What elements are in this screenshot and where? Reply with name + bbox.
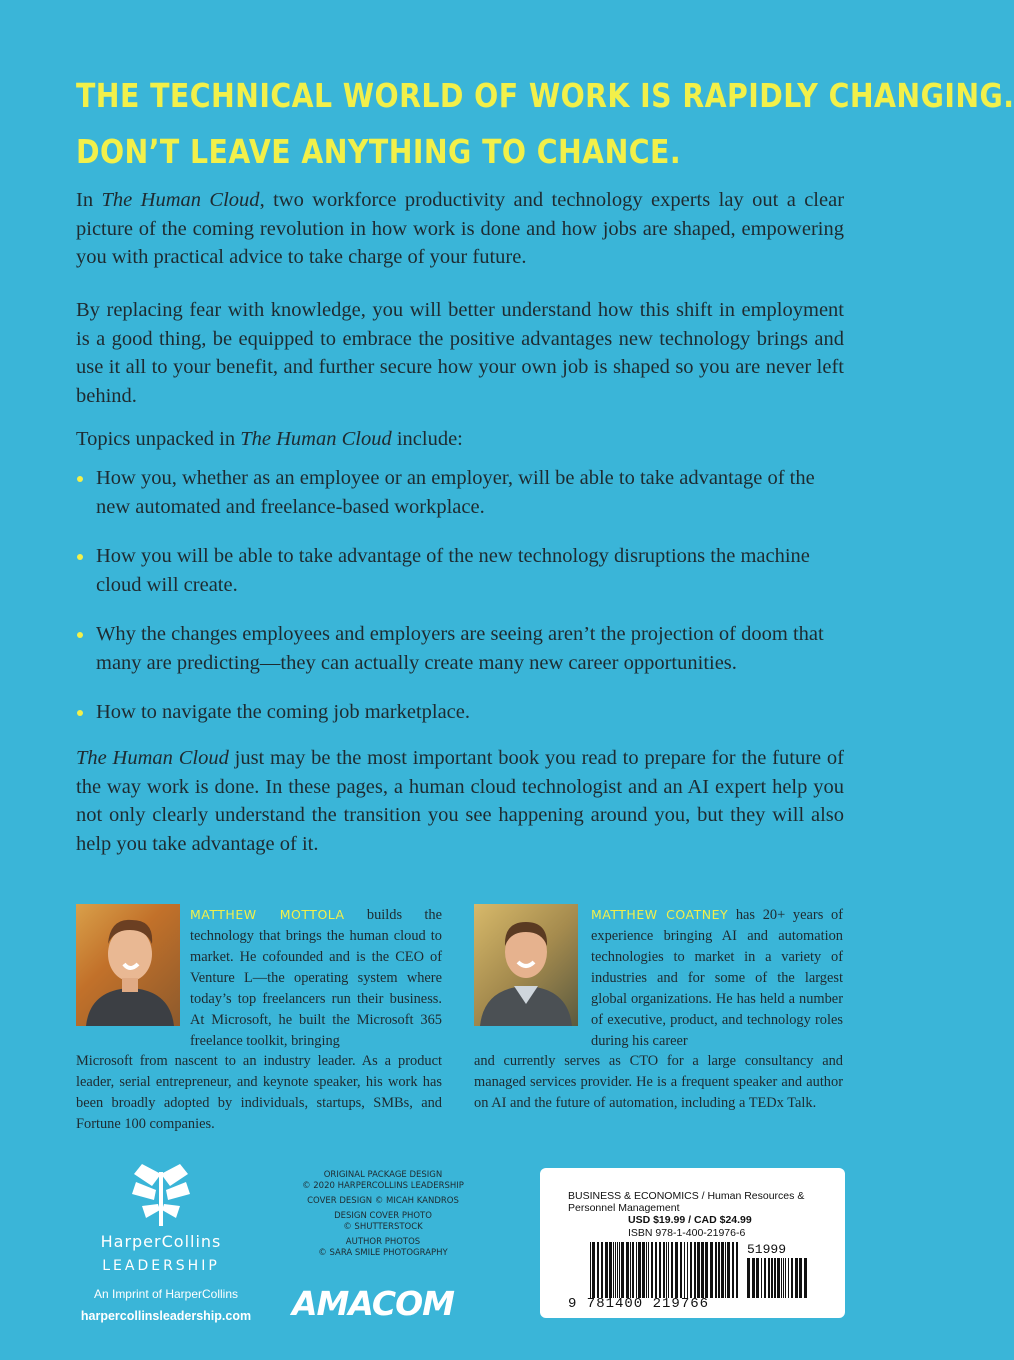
barcode-bar [601,1242,603,1298]
barcode-bar [701,1242,704,1298]
portrait-icon [474,904,578,1026]
barcode-panel [540,1168,845,1318]
paragraph-2: By replacing fear with knowledge, you will better understand how this shift in employment is a good thing, be equipped to embrace the positive advantages new technology brings and use it all to your benefit, and further secure how your own job is shaped so you are never left behind. [76,299,844,407]
publisher-imprint: An Imprint of HarperCollins [93,1287,239,1301]
barcode-bar [697,1242,700,1298]
barcode-bar [675,1242,678,1298]
bullet-dot-icon [77,554,83,560]
barcode-bar [747,1258,750,1298]
barcode-bar [632,1242,634,1298]
closing-paragraph [76,744,844,858]
barcode-bar [783,1258,784,1298]
list-item [76,698,844,727]
barcode-bar [668,1242,669,1298]
topics-suffix: include: [391,428,463,450]
barcode-bar [646,1242,647,1298]
intro-paragraph [76,186,844,272]
barcode-bar [638,1242,641,1298]
barcode-bar [756,1258,759,1298]
barcode-bar [636,1242,637,1298]
barcode-bar [605,1242,608,1298]
list-item-text: How you, whether as an employee or an employer, will be able to take advantage of the new automated and freelance-based workplace. [96,467,815,518]
credit-line: ORIGINAL PACKAGE DESIGN [323,1170,443,1180]
credit-line: © SARA SMILE PHOTOGRAPHY [318,1248,448,1258]
barcode-addon-icon [747,1258,807,1298]
barcode-bar [768,1258,770,1298]
closing-text: just may be the most important book you read to prepare for the future of the way work is done. In these pages, a human cloud technologist and an AI expert help you not only clearly understand the transition you see happening around you, but they will also help you take advantage of it. [76,747,845,855]
barcode-bar [732,1242,734,1298]
headline-line-2: DON’T LEAVE ANYTHING TO CHANCE. [76,132,682,171]
list-item-text: How you will be able to take advantage of the new technology disruptions the machine cloud will create. [96,545,810,596]
barcode-bar [727,1242,730,1298]
credit-line: AUTHOR PHOTOS [345,1237,421,1247]
barcode-bar [764,1258,766,1298]
topics-prefix: Topics unpacked in [76,428,241,450]
bullet-dot-icon [77,710,83,716]
barcode-bar [680,1242,682,1298]
butterfly-icon [132,1164,190,1228]
barcode-bar [648,1242,649,1298]
barcode-bar [771,1258,773,1298]
barcode-bar [590,1242,591,1298]
amacom-logo: AMACOM [292,1284,455,1323]
credit-line: COVER DESIGN © MICAH KANDROS [307,1196,459,1206]
topics-list [76,464,844,748]
barcode-bar [609,1242,612,1298]
barcode-icon [590,1242,740,1298]
intro-prefix: In [76,189,102,211]
barcode-bar [736,1242,738,1298]
publisher-name: HarperCollins [100,1232,222,1251]
author-bio-text: builds the technology that brings the human cloud to market. He cofounded and is the CEO of Venture L—the operating system where today’s top freelancers run their business. At Microsoft, he built the Microsoft 365 freelance toolkit, bringing [190,907,442,1049]
credit-line: © SHUTTERSTOCK [343,1222,423,1232]
author-photo-coatney [474,904,578,1026]
design-credits [288,1170,478,1259]
barcode-bar [687,1242,688,1298]
barcode-bar [705,1242,708,1298]
barcode-bar [666,1242,667,1298]
barcode-bar [781,1258,782,1298]
barcode-bar [663,1242,665,1298]
headline [76,68,1014,180]
author-bio-text: has 20+ years of experience bringing AI and automation technologies to market in a variety of industries and for some of the largest global organizations. He has held a number of executive, product, and technology roles during his career [591,907,843,1049]
barcode-digits: 9 781400 219766 [568,1296,710,1312]
barcode-bar [592,1242,595,1298]
barcode-bar [694,1242,696,1298]
book-category: BUSINESS & ECONOMICS / Human Resources & Personnel Management [568,1190,805,1214]
topics-book-title: The Human Cloud [240,428,392,450]
bullet-dot-icon [77,632,83,638]
barcode-addon-number: 51999 [747,1242,787,1257]
list-item [76,542,844,599]
barcode-bar [651,1242,653,1298]
barcode-bar [715,1242,717,1298]
barcode-bar [630,1242,631,1298]
barcode-bar [617,1242,618,1298]
barcode-bar [671,1242,673,1298]
publisher-division: LEADERSHIP [102,1258,220,1274]
barcode-bar [613,1242,614,1298]
credit-line: © 2020 HARPERCOLLINS LEADERSHIP [302,1181,464,1191]
barcode-bar [626,1242,629,1298]
author-bio-coatney-bottom: and currently serves as CTO for a large consultancy and managed services provider. He is a frequent speaker and author on AI and the future of automation, including a TEDx Talk. [474,1053,843,1111]
list-item-text: How to navigate the coming job marketplace. [96,701,471,723]
list-item [76,620,844,677]
barcode-bar [725,1242,726,1298]
barcode-bar [659,1242,661,1298]
author-name-mottola: MATTHEW MOTTOLA [190,907,345,922]
closing-book-title: The Human Cloud [76,747,229,769]
author-name-coatney: MATTHEW COATNEY [591,907,729,922]
bullet-dot-icon [77,476,83,482]
barcode-bar [721,1242,724,1298]
portrait-icon [76,904,180,1026]
barcode-bar [804,1258,807,1298]
barcode-bar [619,1242,620,1298]
author-bio-coatney-top [591,904,843,1052]
author-photo-mottola [76,904,180,1026]
author-bio-mottola-bottom: Microsoft from nascent to an industry leader. As a product leader, serial entrepreneur, and keynote speaker, his work has been broadly adopted by individuals, startups, SMBs, and Fortune 100 companies. [76,1053,442,1132]
barcode-bar [791,1258,793,1298]
book-isbn: ISBN 978-1-400-21976-6 [628,1227,746,1239]
headline-line-1: THE TECHNICAL WORLD OF WORK IS RAPIDLY CHANGING. [76,76,1014,115]
publisher-website: harpercollinsleadership.com [80,1309,252,1323]
barcode-bar [795,1258,798,1298]
barcode-bar [597,1242,599,1298]
book-price: USD $19.99 / CAD $24.99 [628,1214,752,1226]
barcode-bar [655,1242,657,1298]
barcode-bar [718,1242,720,1298]
barcode-bar [752,1258,755,1298]
barcode-bar [777,1258,780,1298]
author-bio-mottola-top [190,904,442,1052]
intro-book-title: The Human Cloud [101,189,260,211]
barcode-bar [799,1258,802,1298]
barcode-bar [684,1242,685,1298]
credit-line: DESIGN COVER PHOTO [334,1211,432,1221]
barcode-bar [785,1258,786,1298]
barcode-bar [621,1242,624,1298]
topics-intro [76,425,844,454]
barcode-bar [788,1258,789,1298]
list-item [76,464,844,521]
list-item-text: Why the changes employees and employers are seeing aren’t the projection of doom that many are predicting—they can actually create many new career opportunities. [96,623,824,674]
barcode-bar [690,1242,692,1298]
barcode-bar [774,1258,776,1298]
intro-text: , two workforce productivity and technology experts lay out a clear picture of the coming revolution in how work is done and how jobs are shaped, empowering you with practical advice to take charge of your future. [76,189,845,268]
barcode-bar [615,1242,616,1298]
barcode-bar [642,1242,645,1298]
barcode-bar [761,1258,762,1298]
barcode-bar [710,1242,713,1298]
